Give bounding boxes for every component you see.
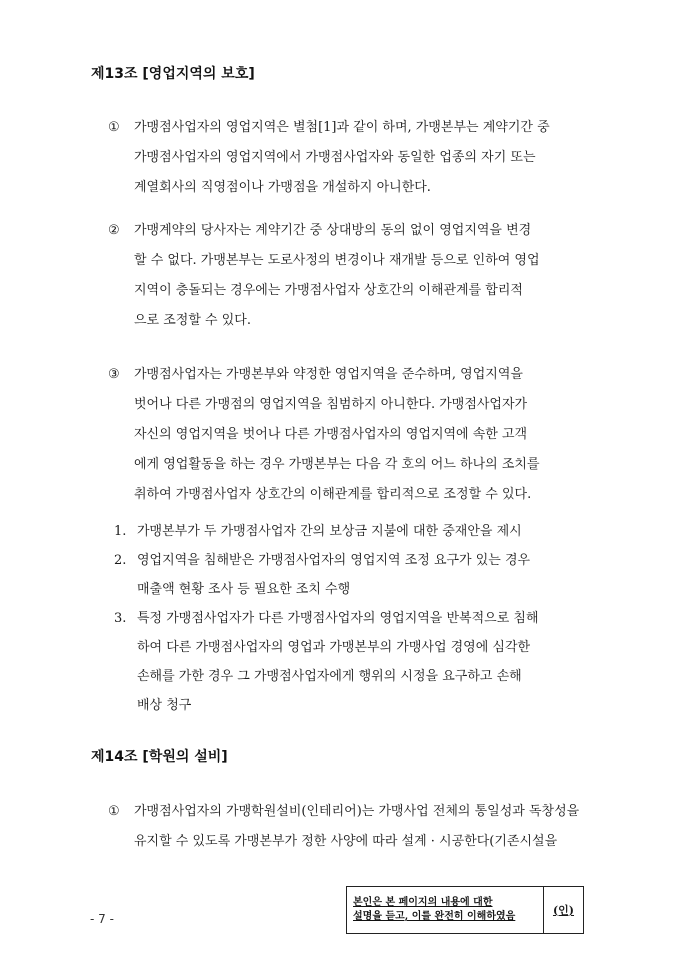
item-line: 매출액 현황 조사 등 필요한 조치 수행	[137, 582, 351, 597]
list-item	[114, 604, 589, 633]
paragraph-line: 자신의 영업지역을 벗어나 다른 가맹점사업자의 영업지역에 속한 고객	[134, 427, 528, 442]
article-14-paragraph-1	[108, 797, 588, 857]
list-item	[114, 546, 589, 575]
item-number: 1.	[114, 524, 127, 539]
article-13-item-list	[114, 517, 589, 720]
item-line: 손해를 가한 경우 그 가맹점사업자에게 행위의 시정을 요구하고 손해	[137, 669, 522, 684]
item-number: 2.	[114, 553, 127, 568]
item-line: 하여 다른 가맹점사업자의 영업과 가맹본부의 가맹사업 경영에 심각한	[137, 640, 531, 655]
article-13-heading: 제13조 [영업지역의 보호]	[91, 66, 255, 82]
paragraph-marker: ①	[108, 804, 120, 819]
article-14-heading: 제14조 [학원의 설비]	[91, 749, 228, 765]
paragraph-line: 벗어나 다른 가맹점의 영업지역을 침범하지 아니한다. 가맹점사업자가	[134, 397, 528, 412]
paragraph-line: 유지할 수 있도록 가맹본부가 정한 사양에 따라 설계 · 시공한다(기존시설을	[134, 834, 558, 849]
paragraph-line: 에게 영업활동을 하는 경우 가맹본부는 다음 각 호의 어느 하나의 조치를	[134, 457, 540, 472]
item-line: 배상 청구	[137, 698, 192, 713]
page-number: - 7 -	[90, 912, 114, 926]
article-13-paragraph-3	[108, 360, 588, 510]
confirmation-box	[346, 886, 584, 934]
confirmation-line: 본인은 본 페이지의 내용에 대한	[353, 897, 493, 908]
paragraph-line: 가맹점사업자의 영업지역에서 가맹점사업자와 동일한 업종의 자기 또는	[134, 150, 536, 165]
item-line: 영업지역을 침해받은 가맹점사업자의 영업지역 조정 요구가 있는 경우	[137, 553, 531, 568]
item-number: 3.	[114, 611, 127, 626]
paragraph-marker: ③	[108, 367, 120, 382]
paragraph-marker: ②	[108, 223, 120, 238]
paragraph-line: 지역이 충돌되는 경우에는 가맹점사업자 상호간의 이해관계를 합리적	[134, 283, 523, 298]
item-line: 특정 가맹점사업자가 다른 가맹점사업자의 영업지역을 반복적으로 침해	[137, 611, 539, 626]
list-item	[114, 517, 589, 546]
paragraph-line: 가맹계약의 당사자는 계약기간 중 상대방의 동의 없이 영업지역을 변경	[134, 223, 532, 238]
paragraph-line: 가맹점사업자의 가맹학원설비(인테리어)는 가맹사업 전체의 통일성과 독창성을	[134, 804, 580, 819]
paragraph-marker: ①	[108, 120, 120, 135]
paragraph-line: 할 수 없다. 가맹본부는 도로사정의 변경이나 재개발 등으로 인하여 영업	[134, 253, 540, 268]
item-line: 가맹본부가 두 가맹점사업자 간의 보상금 지불에 대한 중재안을 제시	[137, 524, 522, 539]
paragraph-line: 가맹점사업자의 영업지역은 별첨[1]과 같이 하며, 가맹본부는 계약기간 중	[134, 120, 550, 135]
confirmation-statement	[347, 887, 544, 933]
seal-signature-field[interactable]: (인)	[552, 904, 575, 917]
confirmation-line: 설명을 듣고, 이를 완전히 이해하였음	[353, 911, 516, 922]
article-13-paragraph-1	[108, 113, 588, 203]
paragraph-line: 으로 조정할 수 있다.	[134, 313, 251, 328]
paragraph-line: 계열회사의 직영점이나 가맹점을 개설하지 아니한다.	[134, 180, 431, 195]
article-13-paragraph-2	[108, 216, 588, 336]
paragraph-line: 가맹점사업자는 가맹본부와 약정한 영업지역을 준수하며, 영업지역을	[134, 367, 523, 382]
paragraph-line: 취하여 가맹점사업자 상호간의 이해관계를 합리적으로 조정할 수 있다.	[134, 487, 532, 502]
